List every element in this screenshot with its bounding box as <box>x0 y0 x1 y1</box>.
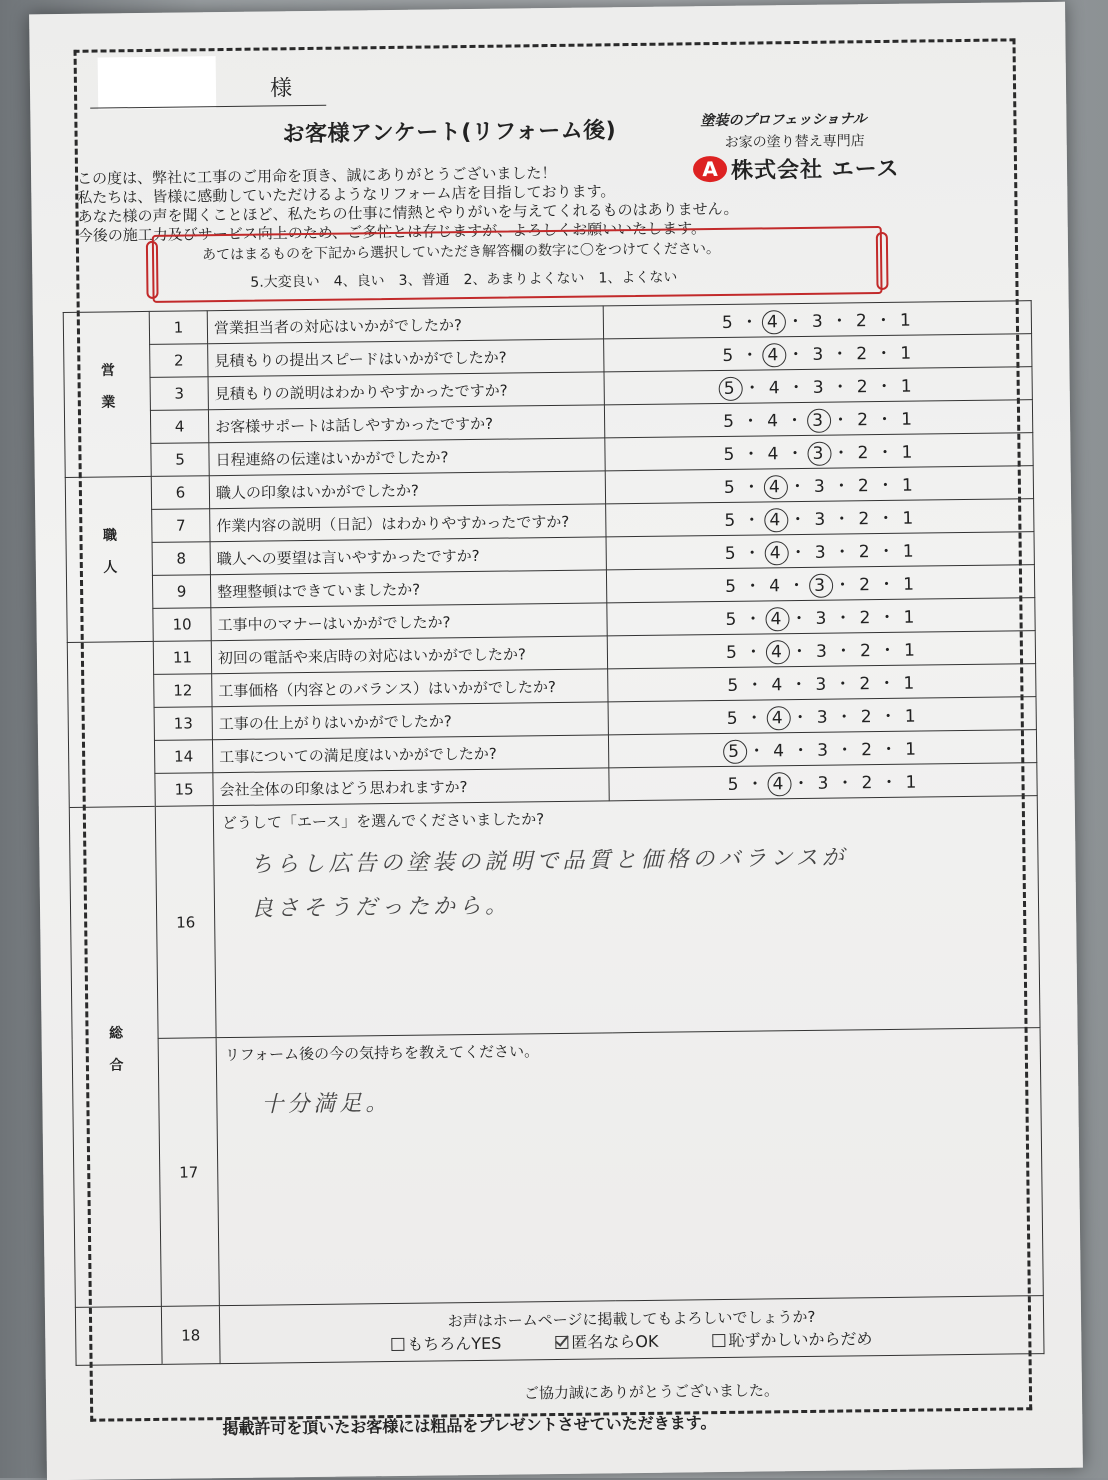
rating-option[interactable]: 5 <box>727 675 741 696</box>
separator-dot: ・ <box>875 409 896 430</box>
rating-option-selected[interactable]: 5 <box>722 739 746 763</box>
checkbox-icon[interactable] <box>391 1337 404 1350</box>
rating-option[interactable]: 1 <box>905 739 919 760</box>
separator-dot: ・ <box>836 739 856 761</box>
question-text: 工事中のマナーはいかがでしたか? <box>211 603 607 641</box>
rating-option[interactable]: 3 <box>815 674 829 695</box>
rating-option[interactable]: 1 <box>901 475 915 496</box>
question-text: 工事についての満足度はいかがでしたか? <box>212 735 608 773</box>
checkbox-checked-icon[interactable] <box>555 1335 568 1348</box>
company-logo-icon: A <box>693 156 727 182</box>
separator-dot: ・ <box>835 706 855 728</box>
separator-dot: ・ <box>833 541 853 563</box>
separator-dot: ・ <box>789 542 809 563</box>
category-craftsman: 職人 <box>65 476 153 642</box>
question-number: 7 <box>152 509 210 543</box>
company-subtitle: お家の塗り替え専門店 <box>724 133 865 151</box>
option-label: もちろんYES <box>407 1333 502 1354</box>
company-name: 株式会社 エース <box>730 156 900 184</box>
intro-line: 私たちは、皆様に感動していただけるようなリフォーム店を目指しております。 <box>77 182 616 207</box>
option-label: 恥ずかしいからだめ <box>728 1328 873 1350</box>
rating-option[interactable]: 1 <box>904 706 918 727</box>
separator-dot: ・ <box>741 344 761 366</box>
question-number: 12 <box>154 674 212 708</box>
question-number: 3 <box>150 377 208 411</box>
question-number: 11 <box>153 641 211 675</box>
rating-option[interactable]: 2 <box>860 706 874 727</box>
separator-dot: ・ <box>743 509 763 531</box>
separator-dot: ・ <box>834 640 855 662</box>
rating-option[interactable]: 2 <box>858 508 872 529</box>
checkbox-icon[interactable] <box>712 1333 725 1346</box>
separator-dot: ・ <box>875 343 895 364</box>
separator-dot: ・ <box>875 376 895 397</box>
separator-dot: ・ <box>878 673 898 695</box>
question-text: お客様サポートは話しやすかったですか? <box>208 405 604 443</box>
rating-option[interactable]: 3 <box>811 311 825 332</box>
rating-options <box>608 697 1036 735</box>
rating-option[interactable]: 5 <box>722 345 736 366</box>
instruction-text: あてはまるものを下記から選択していただき解答欄の数字に〇をつけてください。 <box>201 240 721 264</box>
intro-line: この度は、弊社に工事のご用命を頂き、誠にありがとうございました！ <box>76 163 557 188</box>
rating-option-selected[interactable]: 3 <box>808 573 832 597</box>
rating-option-selected[interactable]: 4 <box>765 640 789 664</box>
separator-dot: ・ <box>787 344 807 365</box>
rating-options <box>604 334 1032 372</box>
question-text: 営業担当者の対応はいかがでしたか? <box>207 306 603 344</box>
rating-option-selected[interactable]: 4 <box>763 475 787 499</box>
rating-option[interactable]: 2 <box>861 739 875 760</box>
separator-dot: ・ <box>744 575 764 597</box>
separator-dot: ・ <box>830 310 851 332</box>
question-text: 日程連絡の伝達はいかがでしたか? <box>209 438 605 476</box>
rating-options <box>608 664 1036 702</box>
rating-option[interactable]: 5 <box>725 642 739 663</box>
publish-option[interactable] <box>555 1328 658 1352</box>
rating-option-selected[interactable]: 4 <box>764 541 788 565</box>
separator-dot: ・ <box>831 409 852 431</box>
separator-dot: ・ <box>745 707 765 729</box>
question-number: 13 <box>154 707 212 741</box>
separator-dot: ・ <box>834 674 854 695</box>
rating-option[interactable]: 5 <box>721 312 735 333</box>
company-tagline: 塗装のプロフェッショナル <box>700 111 867 130</box>
rating-options <box>606 565 1034 603</box>
publish-permission-cell <box>219 1296 1044 1364</box>
separator-dot: ・ <box>790 674 810 696</box>
separator-dot: ・ <box>791 707 811 728</box>
separator-dot: ・ <box>792 740 812 761</box>
separator-dot: ・ <box>746 773 766 795</box>
separator-dot: ・ <box>789 509 809 530</box>
rating-option[interactable]: 3 <box>813 476 827 497</box>
rating-option[interactable]: 5 <box>723 477 737 498</box>
rating-option[interactable]: 5 <box>725 609 739 630</box>
handwritten-answer: 十分満足。 <box>261 1091 392 1118</box>
separator-dot: ・ <box>741 410 762 432</box>
rating-options <box>604 400 1032 438</box>
rating-option[interactable]: 3 <box>812 377 826 398</box>
rating-option[interactable]: 5 <box>724 510 738 531</box>
question-text: 見積もりの説明はわかりやすかったですか? <box>208 372 604 410</box>
rating-option-selected[interactable]: 4 <box>762 343 786 367</box>
separator-dot: ・ <box>879 706 899 727</box>
rating-option[interactable]: 5 <box>727 774 741 795</box>
rating-option-selected[interactable]: 4 <box>766 706 790 730</box>
rating-option[interactable]: 1 <box>899 310 913 331</box>
separator-dot: ・ <box>836 772 856 794</box>
honorific: 様 <box>269 76 293 102</box>
rating-option[interactable]: 2 <box>858 541 872 562</box>
question-text: どうして「エース」を選んでくださいましたか? <box>221 810 545 833</box>
separator-dot: ・ <box>790 641 811 662</box>
rating-options <box>608 730 1036 768</box>
rating-scale-legend: 5.大変良い 4、良い 3、普通 2、あまりよくない 1、よくない <box>250 269 678 291</box>
question-text: 職人への要望は言いやすかったですか? <box>210 537 606 575</box>
question-number: 8 <box>152 542 210 576</box>
separator-dot: ・ <box>877 541 897 562</box>
separator-dot: ・ <box>787 575 808 596</box>
rating-option[interactable]: 2 <box>859 640 873 661</box>
rating-option[interactable]: 4 <box>768 377 782 398</box>
rating-option[interactable]: 2 <box>856 343 870 364</box>
rating-option[interactable]: 5 <box>724 543 738 564</box>
question-text: 工事価格（内容とのバランス）はいかがでしたか? <box>212 669 608 707</box>
question-text: 作業内容の説明（日記）はわかりやすかったですか? <box>210 504 606 542</box>
handwritten-answer: 良さそうだったから。 <box>250 893 512 922</box>
rating-options <box>607 631 1035 669</box>
category-overall-rating <box>67 641 155 807</box>
rating-options <box>603 301 1031 339</box>
rating-option[interactable]: 2 <box>857 475 871 496</box>
rating-option[interactable]: 1 <box>902 541 916 562</box>
rating-option[interactable]: 5 <box>723 411 737 432</box>
separator-dot: ・ <box>785 410 806 431</box>
question-text: 初回の電話や来店時の対応はいかがでしたか? <box>211 636 607 674</box>
separator-dot: ・ <box>876 475 897 496</box>
question-text: 整理整頓はできていましたか? <box>210 570 606 608</box>
rating-option[interactable]: 4 <box>767 443 781 464</box>
question-text: 工事の仕上がりはいかがでしたか? <box>212 702 608 740</box>
rating-options <box>606 499 1034 537</box>
rating-option[interactable]: 2 <box>856 376 870 397</box>
question-number: 18 <box>161 1306 220 1365</box>
rating-option-selected[interactable]: 4 <box>767 772 791 796</box>
separator-dot: ・ <box>743 377 763 399</box>
rating-options <box>604 367 1032 405</box>
rating-option[interactable]: 1 <box>901 409 915 430</box>
separator-dot: ・ <box>744 641 765 663</box>
open-answer-cell[interactable] <box>213 796 1040 1038</box>
separator-dot: ・ <box>880 772 900 793</box>
rating-option[interactable]: 2 <box>857 442 871 463</box>
question-number: 16 <box>155 806 216 1039</box>
rating-option-selected[interactable]: 4 <box>765 607 789 631</box>
separator-dot: ・ <box>880 739 900 760</box>
separator-dot: ・ <box>877 508 897 529</box>
separator-dot: ・ <box>748 740 768 762</box>
rating-option[interactable]: 1 <box>903 574 917 595</box>
separator-dot: ・ <box>788 476 809 497</box>
separator-dot: ・ <box>877 574 898 595</box>
option-label: 匿名ならOK <box>571 1331 659 1352</box>
scroll-curl-left <box>146 241 159 299</box>
rating-option[interactable]: 4 <box>769 575 783 596</box>
separator-dot: ・ <box>742 443 762 465</box>
rating-option[interactable]: 3 <box>815 641 829 662</box>
separator-dot: ・ <box>786 311 807 332</box>
separator-dot: ・ <box>740 311 761 333</box>
rating-option[interactable]: 1 <box>903 607 917 628</box>
question-number: 1 <box>149 311 207 345</box>
question-text: 会社全体の印象はどう思われますか? <box>213 768 609 806</box>
category-overall: 総合 <box>69 806 161 1307</box>
rating-option[interactable]: 4 <box>773 740 787 761</box>
separator-dot: ・ <box>790 608 810 629</box>
rating-option[interactable]: 2 <box>857 409 871 430</box>
rating-option[interactable]: 3 <box>814 542 828 563</box>
survey-table <box>63 300 1045 1366</box>
rating-option-selected[interactable]: 4 <box>761 310 785 334</box>
separator-dot: ・ <box>874 310 895 331</box>
rating-options <box>607 598 1035 636</box>
separator-dot: ・ <box>831 376 851 398</box>
separator-dot: ・ <box>832 442 852 464</box>
question-number: 15 <box>155 773 213 807</box>
rating-option[interactable]: 1 <box>901 442 915 463</box>
rating-option-selected[interactable]: 4 <box>764 508 788 532</box>
publish-option[interactable] <box>391 1330 501 1354</box>
question-number: 5 <box>151 443 209 477</box>
handwritten-answer: ちらし広告の塗装の説明で品質と価格のバランスが <box>250 845 848 878</box>
separator-dot: ・ <box>832 475 853 497</box>
rating-option[interactable]: 4 <box>767 410 781 431</box>
separator-dot: ・ <box>742 476 763 498</box>
rating-option-selected[interactable]: 5 <box>718 376 742 400</box>
footer-note: 掲載許可を頂いたお客様には粗品をプレゼントさせていただきます。 <box>222 1413 717 1439</box>
survey-sheet <box>29 2 1083 1480</box>
question-number: 14 <box>154 740 212 774</box>
rating-option[interactable]: 2 <box>859 607 873 628</box>
separator-dot: ・ <box>833 508 853 530</box>
separator-dot: ・ <box>878 607 898 628</box>
rating-option[interactable]: 2 <box>859 674 873 695</box>
rating-option[interactable]: 3 <box>812 344 826 365</box>
rating-options <box>605 466 1033 504</box>
question-number: 4 <box>150 410 208 444</box>
question-number: 2 <box>150 344 208 378</box>
question-text: お声はホームページに掲載してもよろしいでしょうか? <box>447 1307 816 1330</box>
question-number: 17 <box>158 1038 219 1307</box>
rating-option[interactable]: 3 <box>817 773 831 794</box>
intro-line: あなた様の声を聞くことほど、私たちの仕事に情熱とやりがいを与えてくれるものはありません。 <box>77 199 739 226</box>
rating-option[interactable]: 5 <box>723 444 737 465</box>
scroll-curl-right <box>876 232 889 290</box>
rating-options <box>609 763 1037 801</box>
rating-option[interactable]: 1 <box>900 376 914 397</box>
separator-dot: ・ <box>792 773 812 794</box>
category-sales: 営業 <box>63 311 151 477</box>
rating-option-selected[interactable]: 3 <box>807 441 831 465</box>
question-number: 6 <box>151 476 209 510</box>
rating-option[interactable]: 4 <box>771 675 785 696</box>
separator-dot: ・ <box>746 675 766 696</box>
separator-dot: ・ <box>787 377 807 398</box>
rating-option-selected[interactable]: 3 <box>806 408 830 432</box>
rating-option[interactable]: 3 <box>814 509 828 530</box>
rating-option[interactable]: 5 <box>726 708 740 729</box>
rating-option[interactable]: 5 <box>725 576 739 597</box>
rating-option[interactable]: 1 <box>903 673 917 694</box>
rating-option[interactable]: 3 <box>817 740 831 761</box>
separator-dot: ・ <box>878 640 899 661</box>
rating-option[interactable]: 2 <box>859 574 873 595</box>
rating-option[interactable]: 3 <box>815 608 829 629</box>
question-number: 10 <box>153 608 211 642</box>
separator-dot: ・ <box>833 574 854 596</box>
rating-option[interactable]: 1 <box>900 343 914 364</box>
page-title: お客様アンケート(リフォーム後) <box>282 118 617 148</box>
question-number: 9 <box>152 575 210 609</box>
separator-dot: ・ <box>743 542 763 564</box>
question-text: 見積もりの提出スピードはいかがでしたか? <box>208 339 604 377</box>
publish-option[interactable] <box>712 1326 872 1351</box>
separator-dot: ・ <box>834 607 854 629</box>
rating-options <box>605 433 1033 471</box>
rating-option[interactable]: 2 <box>861 772 875 793</box>
question-text: リフォーム後の今の気持ちを教えてください。 <box>224 1042 540 1065</box>
rating-option[interactable]: 2 <box>855 310 869 331</box>
rating-option[interactable]: 3 <box>816 707 830 728</box>
rating-option[interactable]: 1 <box>902 508 916 529</box>
redacted-name <box>98 56 217 109</box>
thanks-text: ご協力誠にありがとうございました。 <box>523 1381 780 1403</box>
separator-dot: ・ <box>786 443 806 464</box>
open-answer-cell[interactable] <box>216 1028 1043 1306</box>
separator-dot: ・ <box>876 442 896 463</box>
intro-line: 今後の施工力及びサービス向上のため、ご多忙とは存じますが、よろしくお願いいたします。 <box>77 219 707 245</box>
question-text: 職人の印象はいかがでしたか? <box>209 471 605 509</box>
separator-dot: ・ <box>831 343 851 365</box>
rating-options <box>606 532 1034 570</box>
rating-option[interactable]: 1 <box>903 640 917 661</box>
separator-dot: ・ <box>744 608 764 630</box>
rating-option[interactable]: 1 <box>905 772 919 793</box>
